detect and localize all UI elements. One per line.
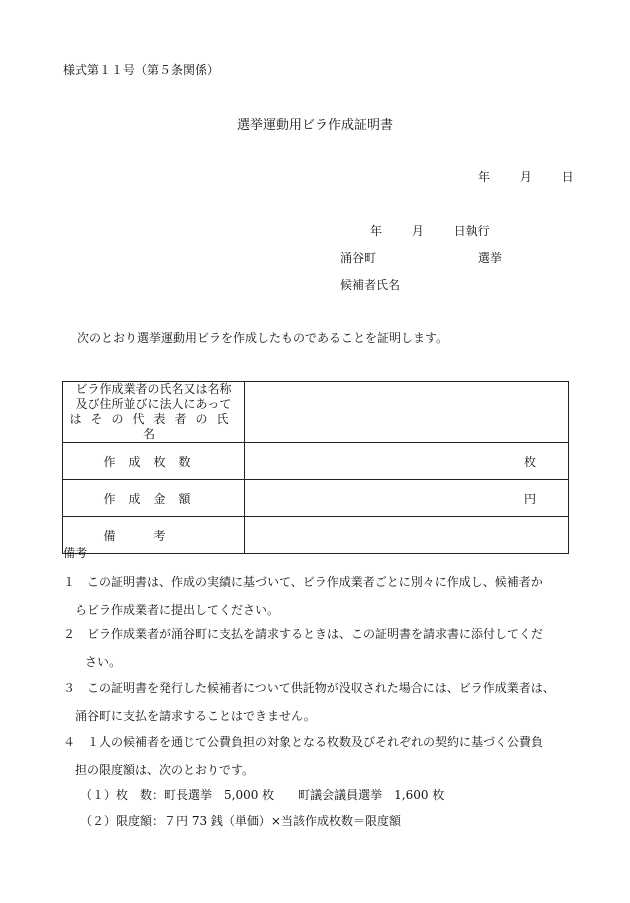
amount-unit: 円 [523,491,536,506]
certificate-table [62,381,569,554]
note-item [63,620,583,676]
note-number: １ [63,575,76,589]
amount-label-cell [63,480,245,517]
note-text: さい。 [85,655,122,669]
producer-label-line: 及び住所並びに法人にあって [75,397,232,411]
note-text: らビラ作成業者に提出してください。 [75,603,280,617]
limit-quantity-line: （１）枚 数：町長選挙 5,000 枚 町議会議員選挙 1,600 枚 [80,788,445,802]
election-name: 涌谷町 選挙 [340,251,502,265]
producer-label-cell [63,382,245,443]
election-execution-date: 年 月 日執行 [370,224,490,238]
quantity-label-cell [63,443,245,480]
form-label: 様式第１１号（第５条関係） [63,63,220,77]
quantity-value-cell[interactable] [245,443,569,480]
remarks-label: 備考 [103,528,204,543]
certification-statement: 次のとおり選挙運動用ビラを作成したものであることを証明します。 [77,331,449,345]
remarks-value-cell[interactable] [245,517,569,554]
note-number: ４ [63,735,76,749]
note-number: ３ [63,681,76,695]
issue-date: 年 月 日 [478,170,574,184]
amount-value-cell[interactable] [245,480,569,517]
notes-title: 備考 [63,546,88,560]
table-row [63,480,569,517]
quantity-label: 作成枚数 [103,454,204,469]
note-item [63,568,583,624]
table-row [63,382,569,443]
note-text: ビラ作成業者が涌谷町に支払を請求するときは、この証明書を請求書に添付してくだ [87,627,544,641]
producer-label-line: ビラ作成業者の氏名又は名称 [75,382,232,396]
note-item [63,728,583,784]
note-item [63,674,583,730]
document-title: 選挙運動用ビラ作成証明書 [236,118,393,133]
remarks-label-cell [63,517,245,554]
producer-value-cell[interactable] [245,382,569,443]
table-row [63,517,569,554]
note-number: ２ [63,627,76,641]
quantity-unit: 枚 [523,454,536,469]
producer-label-line: はその代表者の氏名 [69,412,238,441]
amount-label: 作成金額 [103,491,204,506]
candidate-name-label: 候補者氏名 [340,278,401,292]
note-text: 担の限度額は、次のとおりです。 [75,763,255,777]
limit-amount-line: （２）限度額：７円 73 銭（単価）×当該作成枚数＝限度額 [80,814,401,828]
note-text: 涌谷町に支払を請求することはできません。 [75,709,316,723]
note-text: この証明書を発行した候補者について供託物が没収された場合には、ビラ作成業者は、 [87,681,555,695]
note-text: １人の候補者を通じて公費負担の対象となる枚数及びそれぞれの契約に基づく公費負 [87,735,544,749]
note-text: この証明書は、作成の実績に基づいて、ビラ作成業者ごとに別々に作成し、候補者か [87,575,543,589]
table-row [63,443,569,480]
